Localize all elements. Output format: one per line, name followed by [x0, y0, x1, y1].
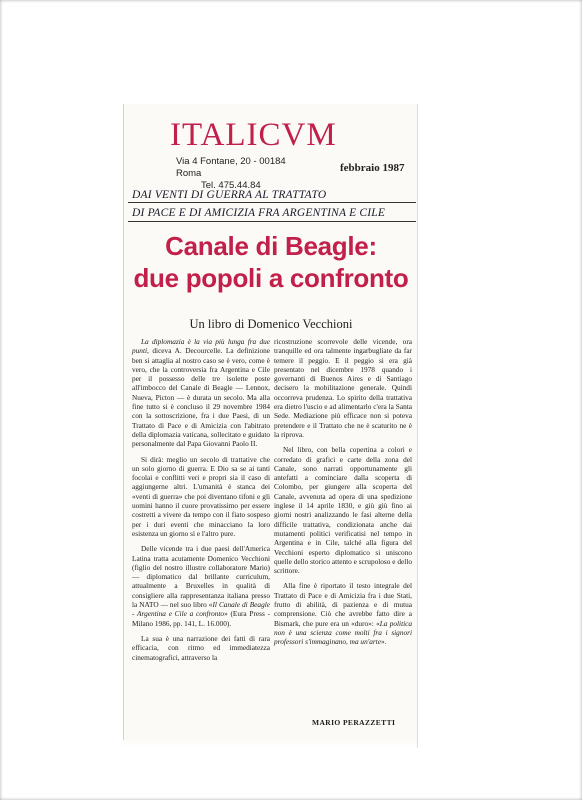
- publication-masthead: ITALICVM: [170, 117, 337, 153]
- book-title: Il Canale di Beagle - Argentina e Cile a confronto: [132, 600, 270, 619]
- paragraph: Delle vicende tra i due paesi dell'America Latina tratta acutamente Domenico Vecchioni (figlio del nostro illustre collaboratore Mario) — diplomatico dal brillante curriculum, attualmente a Bruxelles in qualità di consigliere alla rappresentanza italiana presso la NATO — nel suo libro «Il Canale di Beagle - Argentina e Cile a confronto» (Eura Press - Milano 1986, pp. 141, L. 16.000).: [132, 544, 270, 628]
- paragraph: Si dirà: meglio un secolo di trattative che un solo giorno di guerra. E Dio sa se ai tanti focolai e conflitti veri e propri sia il caso di aggiungerne altri. L'umanità è stanca dei «venti di guerra» che poi diventano tifoni e gli uomini hanno il cuore provatissimo per essere costretti a vivere da tempo con il fiato sospeso per i duri eventi che minacciano la loro esistenza un giorno sì e l'altro pure.: [132, 454, 270, 538]
- paragraph: ricostruzione scorrevole delle vicende, ora tranquille ed ora talmente ingarbugliate da far temere il peggio. E il peggio si era già presentato nel dicembre 1978 quando i governanti di Buenos Aires e di Santiago decisero la mobilitazione generale. Quindi occorreva prudenza. Lo spirito della trattativa era dietro l'uscio e ad alimentarlo c'era la Santa Sede. Mediazione più efficace non si poteva pretendere e il Trattato che ne è scaturito ne è la riprova.: [274, 337, 412, 439]
- article-column-left: [132, 337, 270, 668]
- headline-line-2: due popoli a confronto: [133, 263, 409, 293]
- kicker-line-1: DAI VENTI DI GUERRA AL TRATTATO: [132, 189, 327, 201]
- paragraph: Alla fine è riportato il testo integrale del Trattato di Pace e di Amicizia fra i due Stati, frutto di abilità, di pazienza e di mutua comprensione. Ciò che avrebbe fatto dire a Bismark, che pure era un «duro»: «La politica non è una scienza come molti fra i signori professori s'immaginano, ma un'arte».: [274, 581, 413, 647]
- issue-date: febbraio 1987: [340, 162, 405, 174]
- address-phone: Tel. 475.44.84: [201, 180, 261, 191]
- kicker-rule-1: [128, 202, 416, 203]
- kicker-line-2: DI PACE E DI AMICIZIA FRA ARGENTINA E CILE: [132, 207, 386, 219]
- subhead: Un libro di Domenico Vecchioni: [189, 317, 353, 331]
- article-column-right: [274, 337, 412, 653]
- paragraph: La diplomazia è la via più lunga fra due punti, diceva A. Decourcelle. La definizione ben si attaglia al nostro caso se è vero, come è vero, che la controversia fra Argentina e Cile per il possesso delle tre isolette poste all'imbocco del Canale di Beagle — Lennox, Nueva, Picton — è durata un secolo. Ma alla fine tutto si è concluso il 29 novembre 1984 con la sottoscrizione, fra i due Paesi, di un Trattato di Pace e di Amicizia con l'abitrato della diplomazia vaticana, sollecitato e guidato personalmente dal Papa Giovanni Paolo II.: [132, 337, 270, 449]
- headline: [125, 230, 417, 294]
- bismark-quote: La politica non è una scienza come molti fra i signori professori s'immaginano, ma un'arte: [274, 618, 413, 647]
- headline-line-1: Canale di Beagle:: [165, 231, 377, 261]
- publication-address: [176, 156, 296, 192]
- paragraph: La sua è una narrazione dei fatti di rara efficacia, con ritmo ed immediatezza cinematografici, attraverso la: [132, 633, 270, 662]
- address-street: Via 4 Fontane, 20 - 00184 Roma: [176, 156, 286, 179]
- kicker-rule-2: [128, 221, 416, 222]
- opening-quote: La diplomazia è la via più lunga fra due punti: [132, 337, 270, 356]
- author-signature: MARIO PERAZZETTI: [312, 718, 396, 727]
- paragraph: Nel libro, con bella copertina a colori e corredato di grafici e carte della zona del Canale, sono narrati opportunamente gli antefatti a cominciare dalla scoperta di Colombo, per giungere alla scoperta del Canale, avvenuta ad opera di una spedizione inglese il 14 aprile 1830, e giù giù fino ai giorni nostri analizzando le fasi alterne della difficile trattativa, condizionata anche dai mutamenti politici verificatisi nel tempo in Argentina e in Cile, talché alla figura del Vecchioni esperto diplomatico si uniscono quelle dello storico attento e scrupoloso e dello scrittore.: [274, 445, 412, 576]
- clipping-edge: [123, 740, 416, 748]
